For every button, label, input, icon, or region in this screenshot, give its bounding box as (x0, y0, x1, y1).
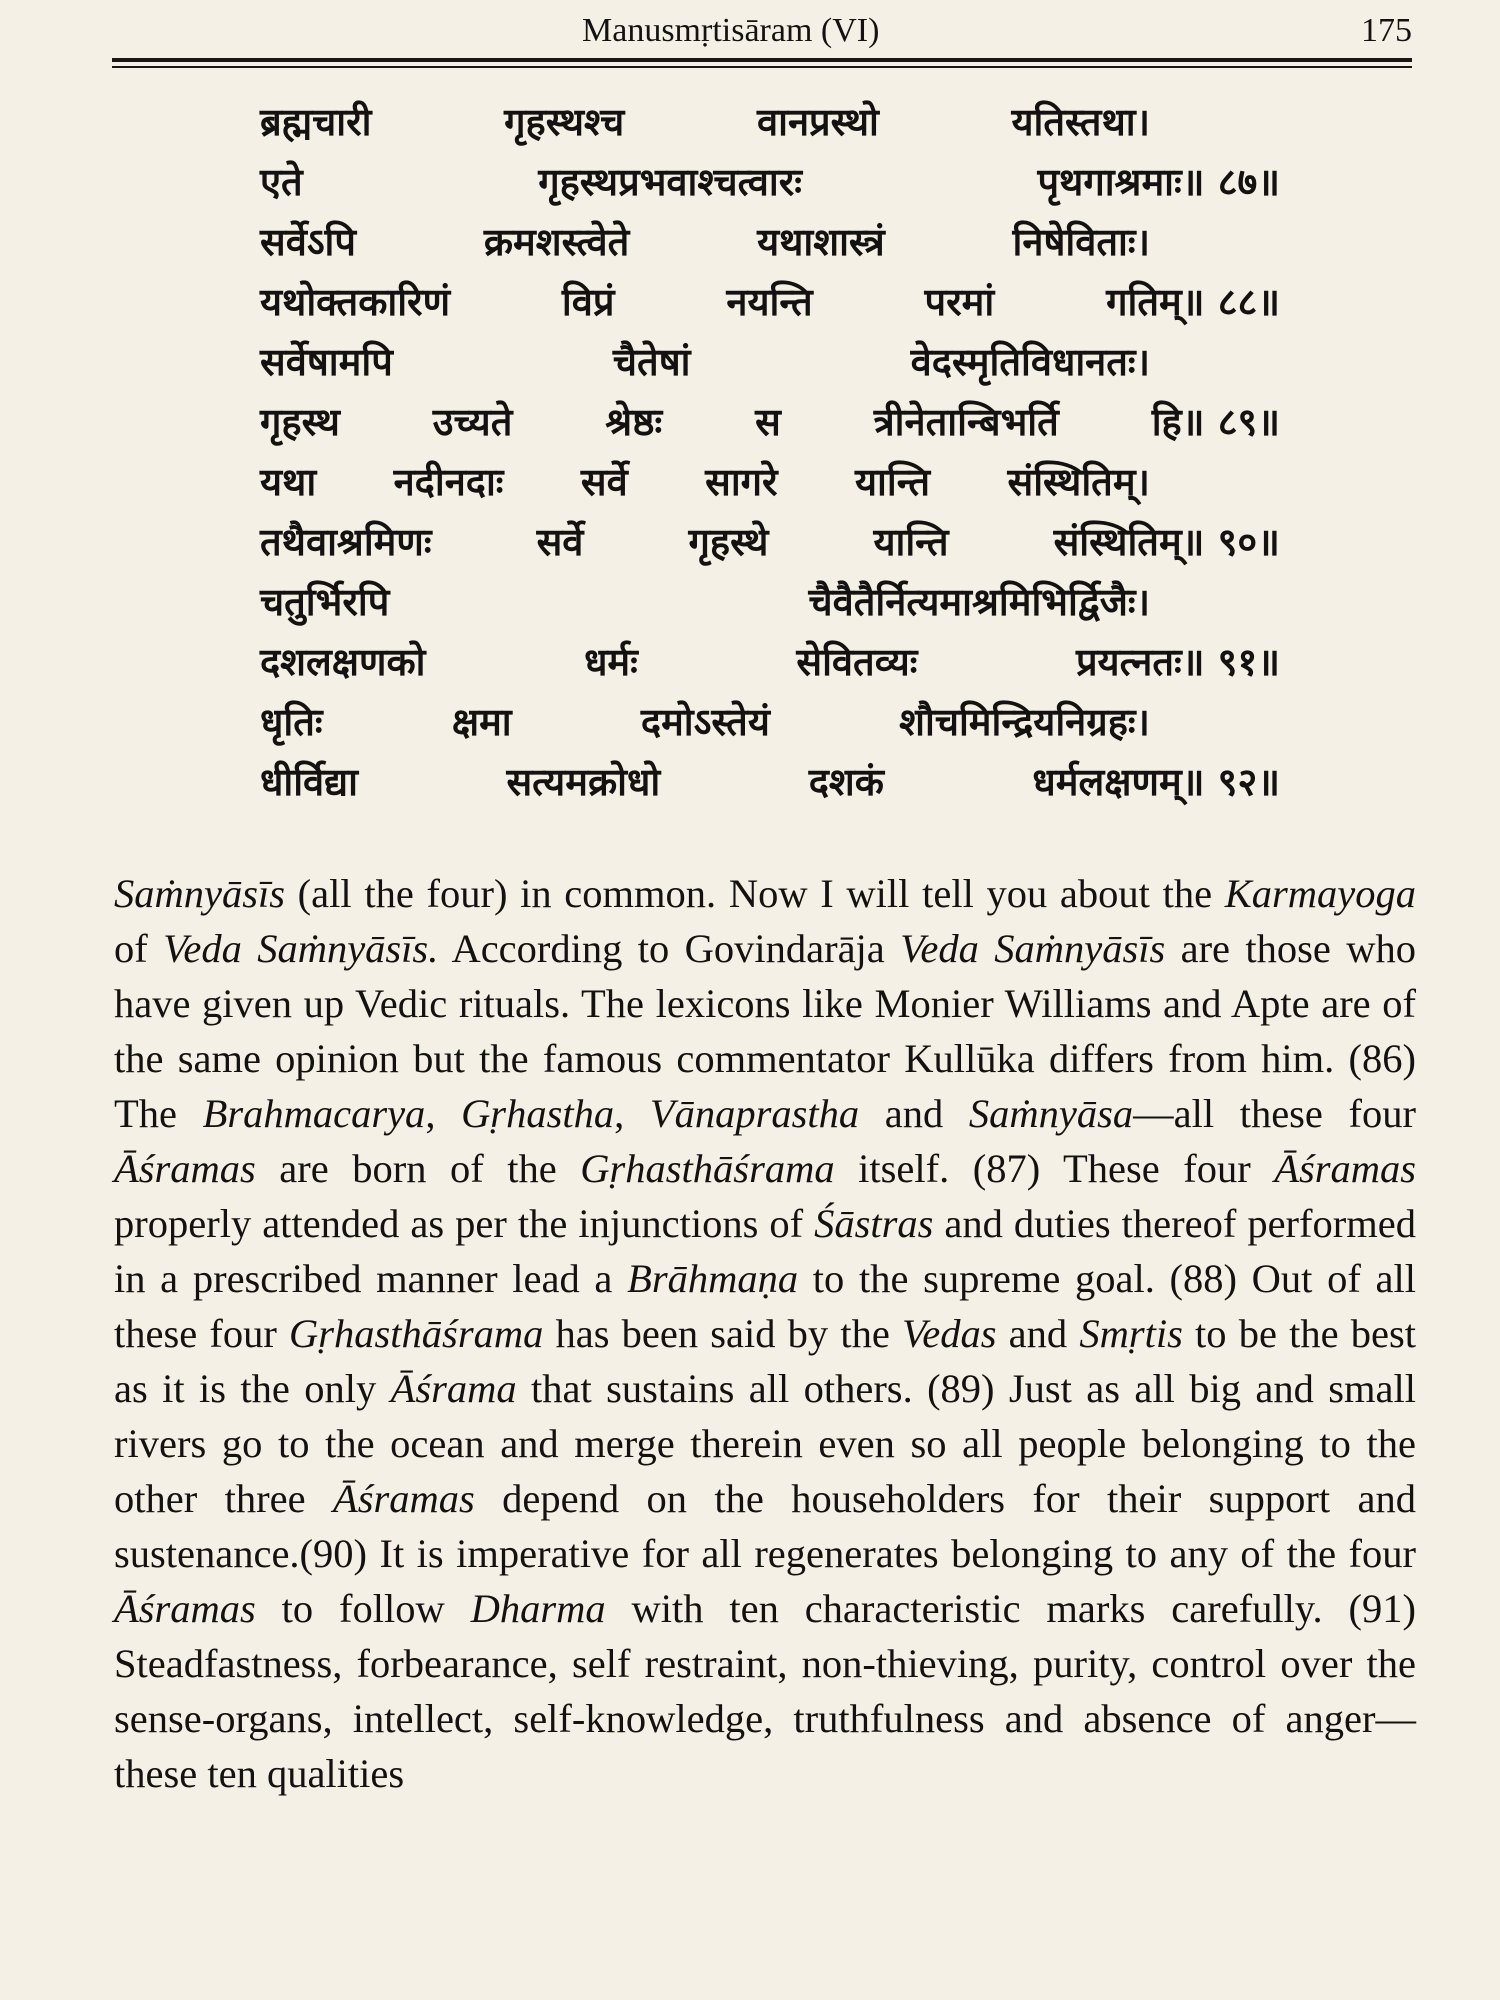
verse-word: निषेविताः। (1012, 220, 1150, 264)
italic-term: Brāhmaṇa (627, 1256, 799, 1301)
verse-word: गतिम्॥ ८८॥ (1106, 280, 1280, 324)
header-rule-thin (112, 66, 1412, 68)
verse-word: यथाशास्त्रं (757, 220, 885, 264)
verse-word: त्रीनेतान्बिभर्ति (873, 400, 1059, 444)
verse-word: गृहस्थश्च (504, 100, 625, 144)
sanskrit-verses (260, 92, 1280, 812)
translation-paragraph (114, 866, 1416, 1801)
verse-line (260, 272, 1280, 332)
text-run: that sustains all others. (89) Just as all big and small rivers go to the ocean and merge therein even so all people belonging to the other three (114, 1366, 1416, 1521)
verse-line (260, 632, 1280, 692)
italic-term: Smṛtis (1079, 1311, 1183, 1356)
text-run: are those who have given up Vedic rituals. The lexicons like Monier Williams and Apte are of the same opinion but the famous commentator Kullūka differs from him. (86) The (114, 926, 1416, 1136)
italic-term: Saṁnyāsa (968, 1091, 1134, 1136)
verse-word: तथैवाश्रमिणः (260, 520, 432, 564)
italic-term: Āśramas (114, 1146, 256, 1191)
verse-line (260, 92, 1280, 152)
verse-word: चैवैतैर्नित्यमाश्रमिभिर्द्विजैः। (808, 580, 1150, 624)
verse-word: पृथगाश्रमाः॥ ८७॥ (1037, 160, 1280, 204)
verse-word: परमां (924, 280, 995, 324)
text-run: of (114, 926, 164, 971)
verse-line (260, 392, 1280, 452)
text-run: —all these four (1133, 1091, 1417, 1136)
verse-line (260, 212, 1280, 272)
verse-word: सेवितव्यः (796, 640, 918, 684)
italic-term: Veda Saṁnyāsīs. (163, 926, 439, 971)
page-number: 175 (1361, 12, 1412, 49)
verse-word: धीर्विद्या (260, 760, 358, 804)
verse-word: वानप्रस्थो (756, 100, 879, 144)
verse-word: दशकं (808, 760, 884, 804)
verse-word: क्षमा (451, 700, 512, 744)
verse-word: शौचमिन्द्रियनिग्रहः। (899, 700, 1150, 744)
italic-term: Āśramas (114, 1586, 256, 1631)
text-run: According to Govindarāja (438, 926, 901, 971)
header-rule-thick (112, 58, 1412, 62)
italic-term: Āśramas (332, 1476, 475, 1521)
italic-term: Āśramas (1274, 1146, 1416, 1191)
text-run: properly attended as per the injunctions of (114, 1201, 815, 1246)
verse-word: एते (260, 160, 303, 204)
verse-word: सागरे (705, 460, 778, 504)
verse-word: क्रमशस्त्वेते (483, 220, 630, 264)
verse-word: संस्थितिम्। (1007, 460, 1150, 504)
verse-word: धर्मः (584, 640, 638, 684)
verse-line (260, 152, 1280, 212)
italic-term: Brahmacarya (202, 1091, 426, 1136)
verse-word: यान्ति (855, 460, 931, 504)
text-run: and (996, 1311, 1080, 1356)
verse-line (260, 452, 1280, 512)
text-run: , (425, 1091, 462, 1136)
italic-term: Karmayoga (1224, 871, 1416, 916)
verse-word: दशलक्षणको (260, 640, 426, 684)
verse-word: ब्रह्मचारी (260, 100, 372, 144)
verse-word: सर्वेषामपि (260, 340, 393, 384)
text-run: and duties thereof performed in a prescribed manner lead a (114, 1201, 1416, 1301)
verse-word: गृहस्थप्रभवाश्चत्वारः (538, 160, 802, 204)
italic-term: Vedas (902, 1311, 997, 1356)
text-run: and (859, 1091, 969, 1136)
verse-word: यथोक्तकारिणं (260, 280, 451, 324)
text-run: itself. (87) These four (834, 1146, 1275, 1191)
verse-word: हि॥ ८९॥ (1151, 400, 1280, 444)
verse-word: संस्थितिम्॥ ९०॥ (1053, 520, 1280, 564)
italic-term: Āśrama (390, 1366, 517, 1411)
text-run: (all the four) in common. Now I will tell you about the (285, 871, 1225, 916)
italic-term: Dharma (470, 1586, 606, 1631)
italic-term: Śāstras (814, 1201, 934, 1246)
italic-term: Gṛhastha (461, 1091, 615, 1136)
verse-word: सर्वे (580, 460, 628, 504)
verse-line (260, 752, 1280, 812)
verse-word: स (755, 400, 781, 444)
verse-word: यथा (260, 460, 317, 504)
verse-word: नयन्ति (726, 280, 813, 324)
verse-word: सर्वेऽपि (260, 220, 356, 264)
verse-line (260, 692, 1280, 752)
text-run: to follow (255, 1586, 471, 1631)
text-run: to the supreme goal. (88) Out of all these four (114, 1256, 1416, 1356)
verse-line (260, 512, 1280, 572)
verse-word: श्रेष्ठः (605, 400, 663, 444)
verse-word: यान्ति (873, 520, 949, 564)
verse-word: नदीनदाः (393, 460, 504, 504)
verse-word: चैतेषां (612, 340, 691, 384)
italic-term: Vānaprastha (649, 1091, 860, 1136)
verse-word: प्रयत्नतः॥ ९१॥ (1075, 640, 1280, 684)
italic-term: Gṛhasthāśrama (289, 1311, 544, 1356)
text-run: are born of the (255, 1146, 581, 1191)
italic-term: Veda Saṁnyāsīs (900, 926, 1166, 971)
italic-term: Saṁnyāsīs (114, 871, 285, 916)
verse-word: गृहस्थ (260, 400, 340, 444)
italic-term: Gṛhasthāśrama (580, 1146, 835, 1191)
text-run: depend on the householders for their support and sustenance.(90) It is imperative for all regenerates belonging to any of the four (114, 1476, 1417, 1576)
verse-word: सर्वे (536, 520, 584, 564)
text-run: has been said by the (543, 1311, 903, 1356)
verse-word: धृतिः (260, 700, 323, 744)
verse-word: दमोऽस्तेयं (640, 700, 770, 744)
verse-line (260, 572, 1280, 632)
verse-word: विप्रं (561, 280, 615, 324)
running-header (112, 6, 1412, 52)
text-run: to be the best as it is the only (114, 1311, 1416, 1411)
verse-word: गृहस्थे (688, 520, 769, 564)
verse-line (260, 332, 1280, 392)
verse-word: वेदस्मृतिविधानतः। (910, 340, 1150, 384)
verse-word: सत्यमक्रोधो (506, 760, 661, 804)
text-run: , (614, 1091, 650, 1136)
verse-word: यतिस्तथा। (1011, 100, 1150, 144)
running-title: Manusmṛtisāram (VI) (582, 12, 880, 49)
verse-word: उच्यते (432, 400, 513, 444)
text-run: with ten characteristic marks carefully. (91) Steadfastness, forbearance, self restraint, non-thieving, purity, control over the sense-organs, intellect, self-knowledge, truthfulness and absence of anger—these ten qualities (114, 1586, 1416, 1796)
verse-word: धर्मलक्षणम्॥ ९२॥ (1032, 760, 1280, 804)
verse-word: चतुर्भिरपि (260, 580, 390, 624)
